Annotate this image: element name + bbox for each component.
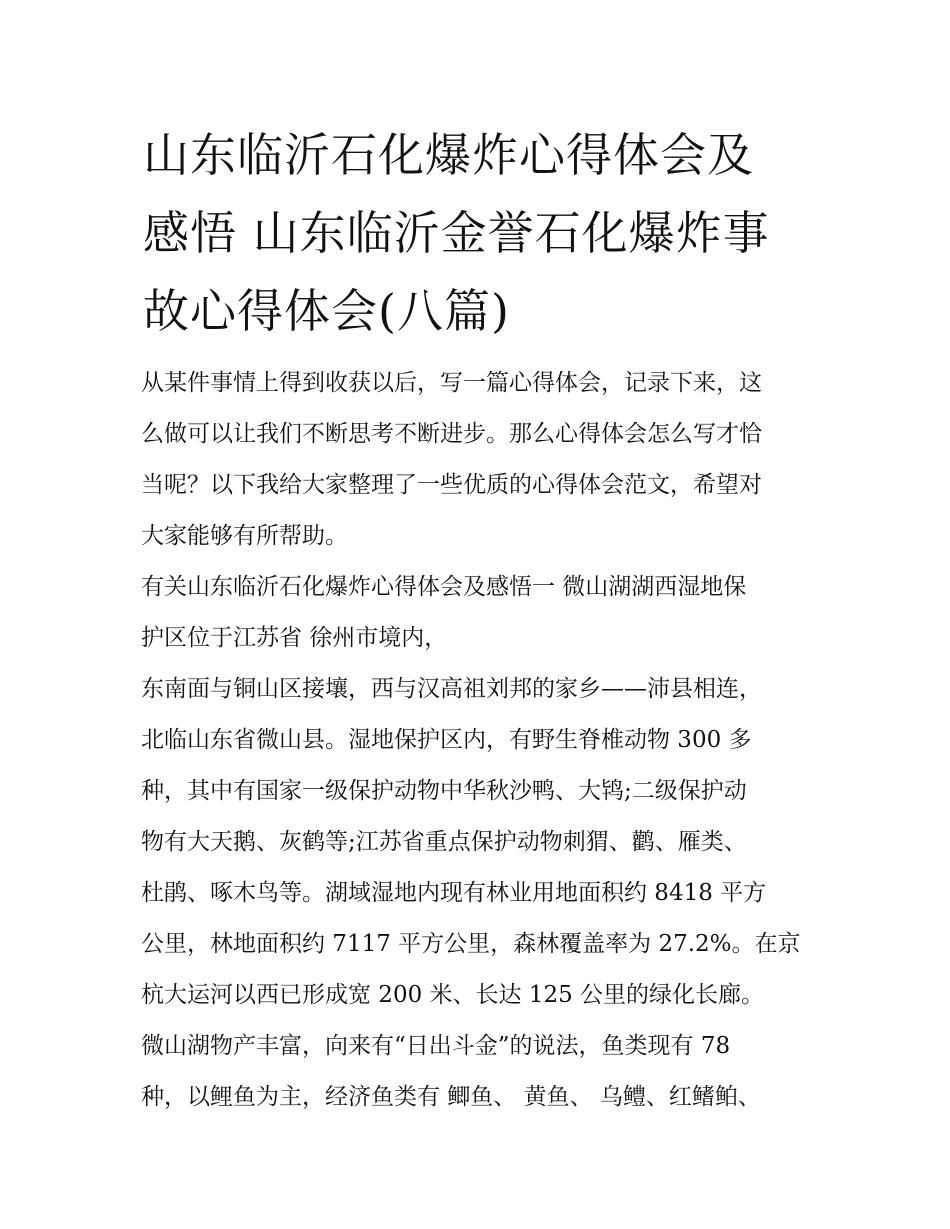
title-line-3: 故心得体会(八篇) — [143, 284, 510, 338]
body-line-2: 么做可以让我们不断思考不断进步。那么心得体会怎么写才恰 — [141, 421, 762, 447]
body-line-7: 东南面与铜山区接壤，西与汉高祖刘邦的家乡——沛县相连， — [141, 676, 762, 702]
body-line-5: 有关山东临沂石化爆炸心得体会及感悟一 微山湖湖西湿地保 — [141, 574, 747, 600]
body-line-11: 杜鹃、啄木鸟等。湖域湿地内现有林业用地面积约 8418 平方 — [141, 880, 767, 906]
document-title — [143, 116, 823, 350]
title-line-2: 感悟 山东临沂金誉石化爆炸事 — [143, 206, 770, 260]
body-line-6: 护区位于江苏省 徐州市境内， — [141, 625, 448, 651]
body-line-12: 公里，林地面积约 7117 平方公里，森林覆盖率为 27.2%。在京 — [141, 931, 801, 957]
document-body — [141, 358, 831, 1123]
body-line-3: 当呢？以下我给大家整理了一些优质的心得体会范文，希望对 — [141, 472, 762, 498]
body-line-15: 种，以鲤鱼为主，经济鱼类有 鲫鱼、 黄鱼、 乌鳢、红鳍鲌、 — [141, 1084, 761, 1110]
body-line-8: 北临山东省微山县。湿地保护区内，有野生脊椎动物 300 多 — [141, 727, 752, 753]
body-line-14: 微山湖物产丰富，向来有“日出斗金”的说法，鱼类现有 78 — [141, 1033, 731, 1059]
body-line-10: 物有大天鹅、灰鹤等;江苏省重点保护动物刺猬、鹳、雁类、 — [141, 829, 747, 855]
body-line-1: 从某件事情上得到收获以后，写一篇心得体会，记录下来，这 — [141, 370, 762, 396]
body-line-13: 杭大运河以西已形成宽 200 米、长达 125 公里的绿化长廊。 — [141, 982, 765, 1008]
body-line-4: 大家能够有所帮助。 — [141, 523, 348, 549]
body-line-9: 种，其中有国家一级保护动物中华秋沙鸭、大鸨;二级保护动 — [141, 778, 747, 804]
title-line-1: 山东临沂石化爆炸心得体会及 — [143, 128, 754, 182]
